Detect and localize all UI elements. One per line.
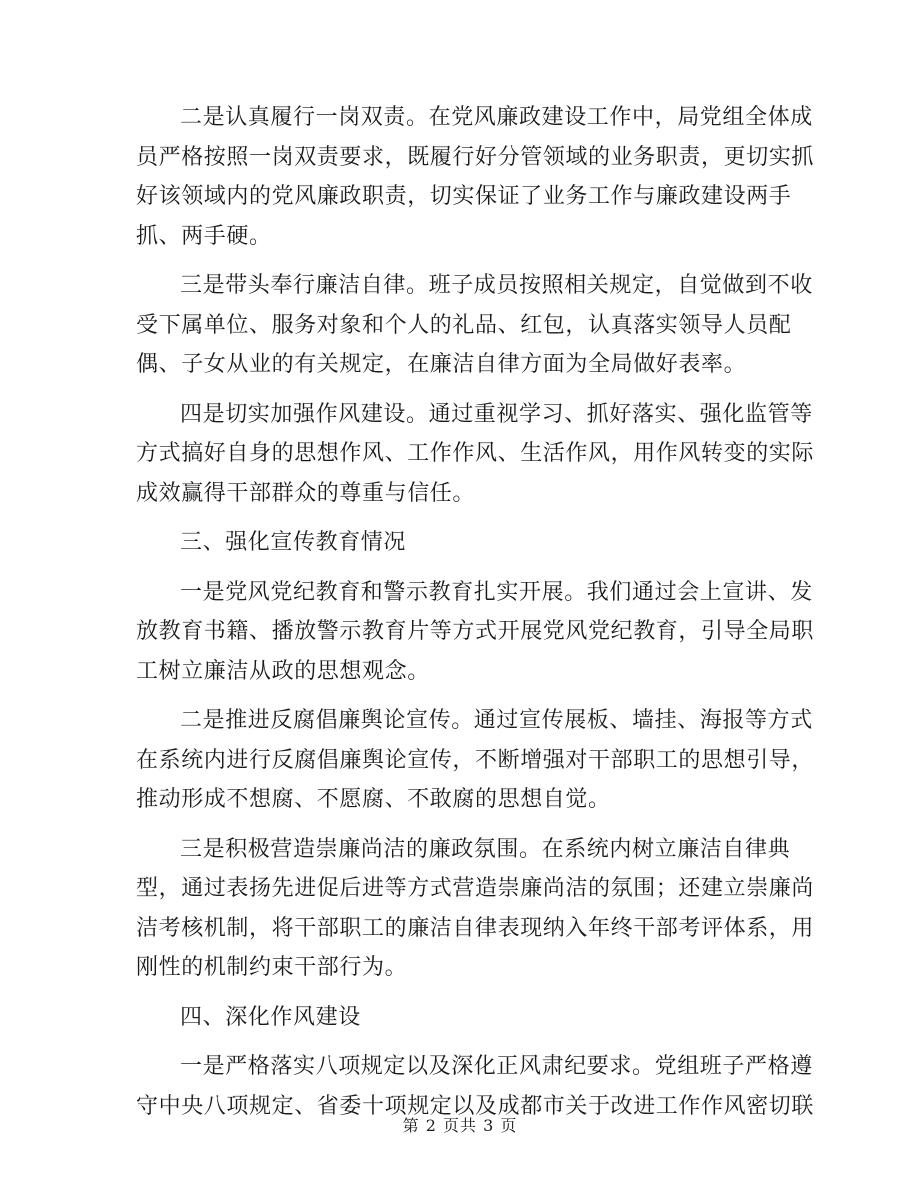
heading-text: 三、强化宣传教育情况 [180,530,407,555]
document-body [136,98,815,1126]
text-line: 偶、子女从业的有关规定，在廉洁自律方面为全局做好表率。 [136,352,747,377]
text-line: 一是严格落实八项规定以及深化正风肃纪要求。党组班子严格遵 [180,1054,813,1079]
paragraph [136,701,815,820]
text-line: 方式搞好自身的思想作风、工作作风、生活作风，用作风转变的实际 [136,441,815,466]
text-line: 成效赢得干部群众的尊重与信任。 [136,480,476,506]
text-line: 守中央八项规定、省委十项规定以及成都市关于改进工作作风密切联 [136,1093,815,1119]
text-line: 抓、两手硬。 [136,223,272,249]
text-line: 受下属单位、服务对象和个人的礼品、红包，认真落实领导人员配 [136,312,792,338]
section-heading [136,998,796,1038]
text-line: 在系统内进行反腐倡廉舆论宣传，不断增强对干部职工的思想引导， [136,747,815,773]
paragraph [136,266,813,385]
text-line: 二是推进反腐倡廉舆论宣传。通过宣传展板、墙挂、海报等方式 [180,708,813,733]
paragraph [136,395,815,514]
text-line: 三是积极营造崇廉尚洁的廉政氛围。在系统内树立廉洁自律典 [180,836,791,862]
text-line: 二是认真履行一岗双责。在党风廉政建设工作中，局党组全体成 [180,105,813,130]
text-line: 工树立廉洁从政的思想观念。 [136,658,430,684]
paragraph [136,830,815,988]
text-line: 三是带头奉行廉洁自律。班子成员按照相关规定，自觉做到不收 [180,273,813,298]
text-line: 推动形成不想腐、不愿腐、不敢腐的思想自觉。 [136,787,611,812]
text-line: 一是党风党纪教育和警示教育扎实开展。我们通过会上宣讲、发 [180,579,813,605]
page-number-footer: 第 2 页共 3 页 [402,1116,518,1135]
paragraph [136,573,815,692]
text-line: 放教育书籍、播放警示教育片等方式开展党风党纪教育，引导全局职 [136,619,815,644]
text-line: 型，通过表扬先进促后进等方式营造崇廉尚洁的氛围；还建立崇廉尚 [136,876,815,901]
paragraph [136,98,815,256]
text-line: 好该领域内的党风廉政职责，切实保证了业务工作与廉政建设两手 [136,184,792,209]
section-heading [136,523,796,563]
heading-text: 四、深化作风建设 [180,1004,361,1030]
text-line: 刚性的机制约束干部行为。 [136,955,408,980]
text-line: 洁考核机制，将干部职工的廉洁自律表现纳入年终干部考评体系，用 [136,915,815,941]
text-line: 四是切实加强作风建设。通过重视学习、抓好落实、强化监管等 [180,401,813,427]
text-line: 员严格按照一岗双责要求，既履行好分管领域的业务职责，更切实抓 [136,144,815,170]
